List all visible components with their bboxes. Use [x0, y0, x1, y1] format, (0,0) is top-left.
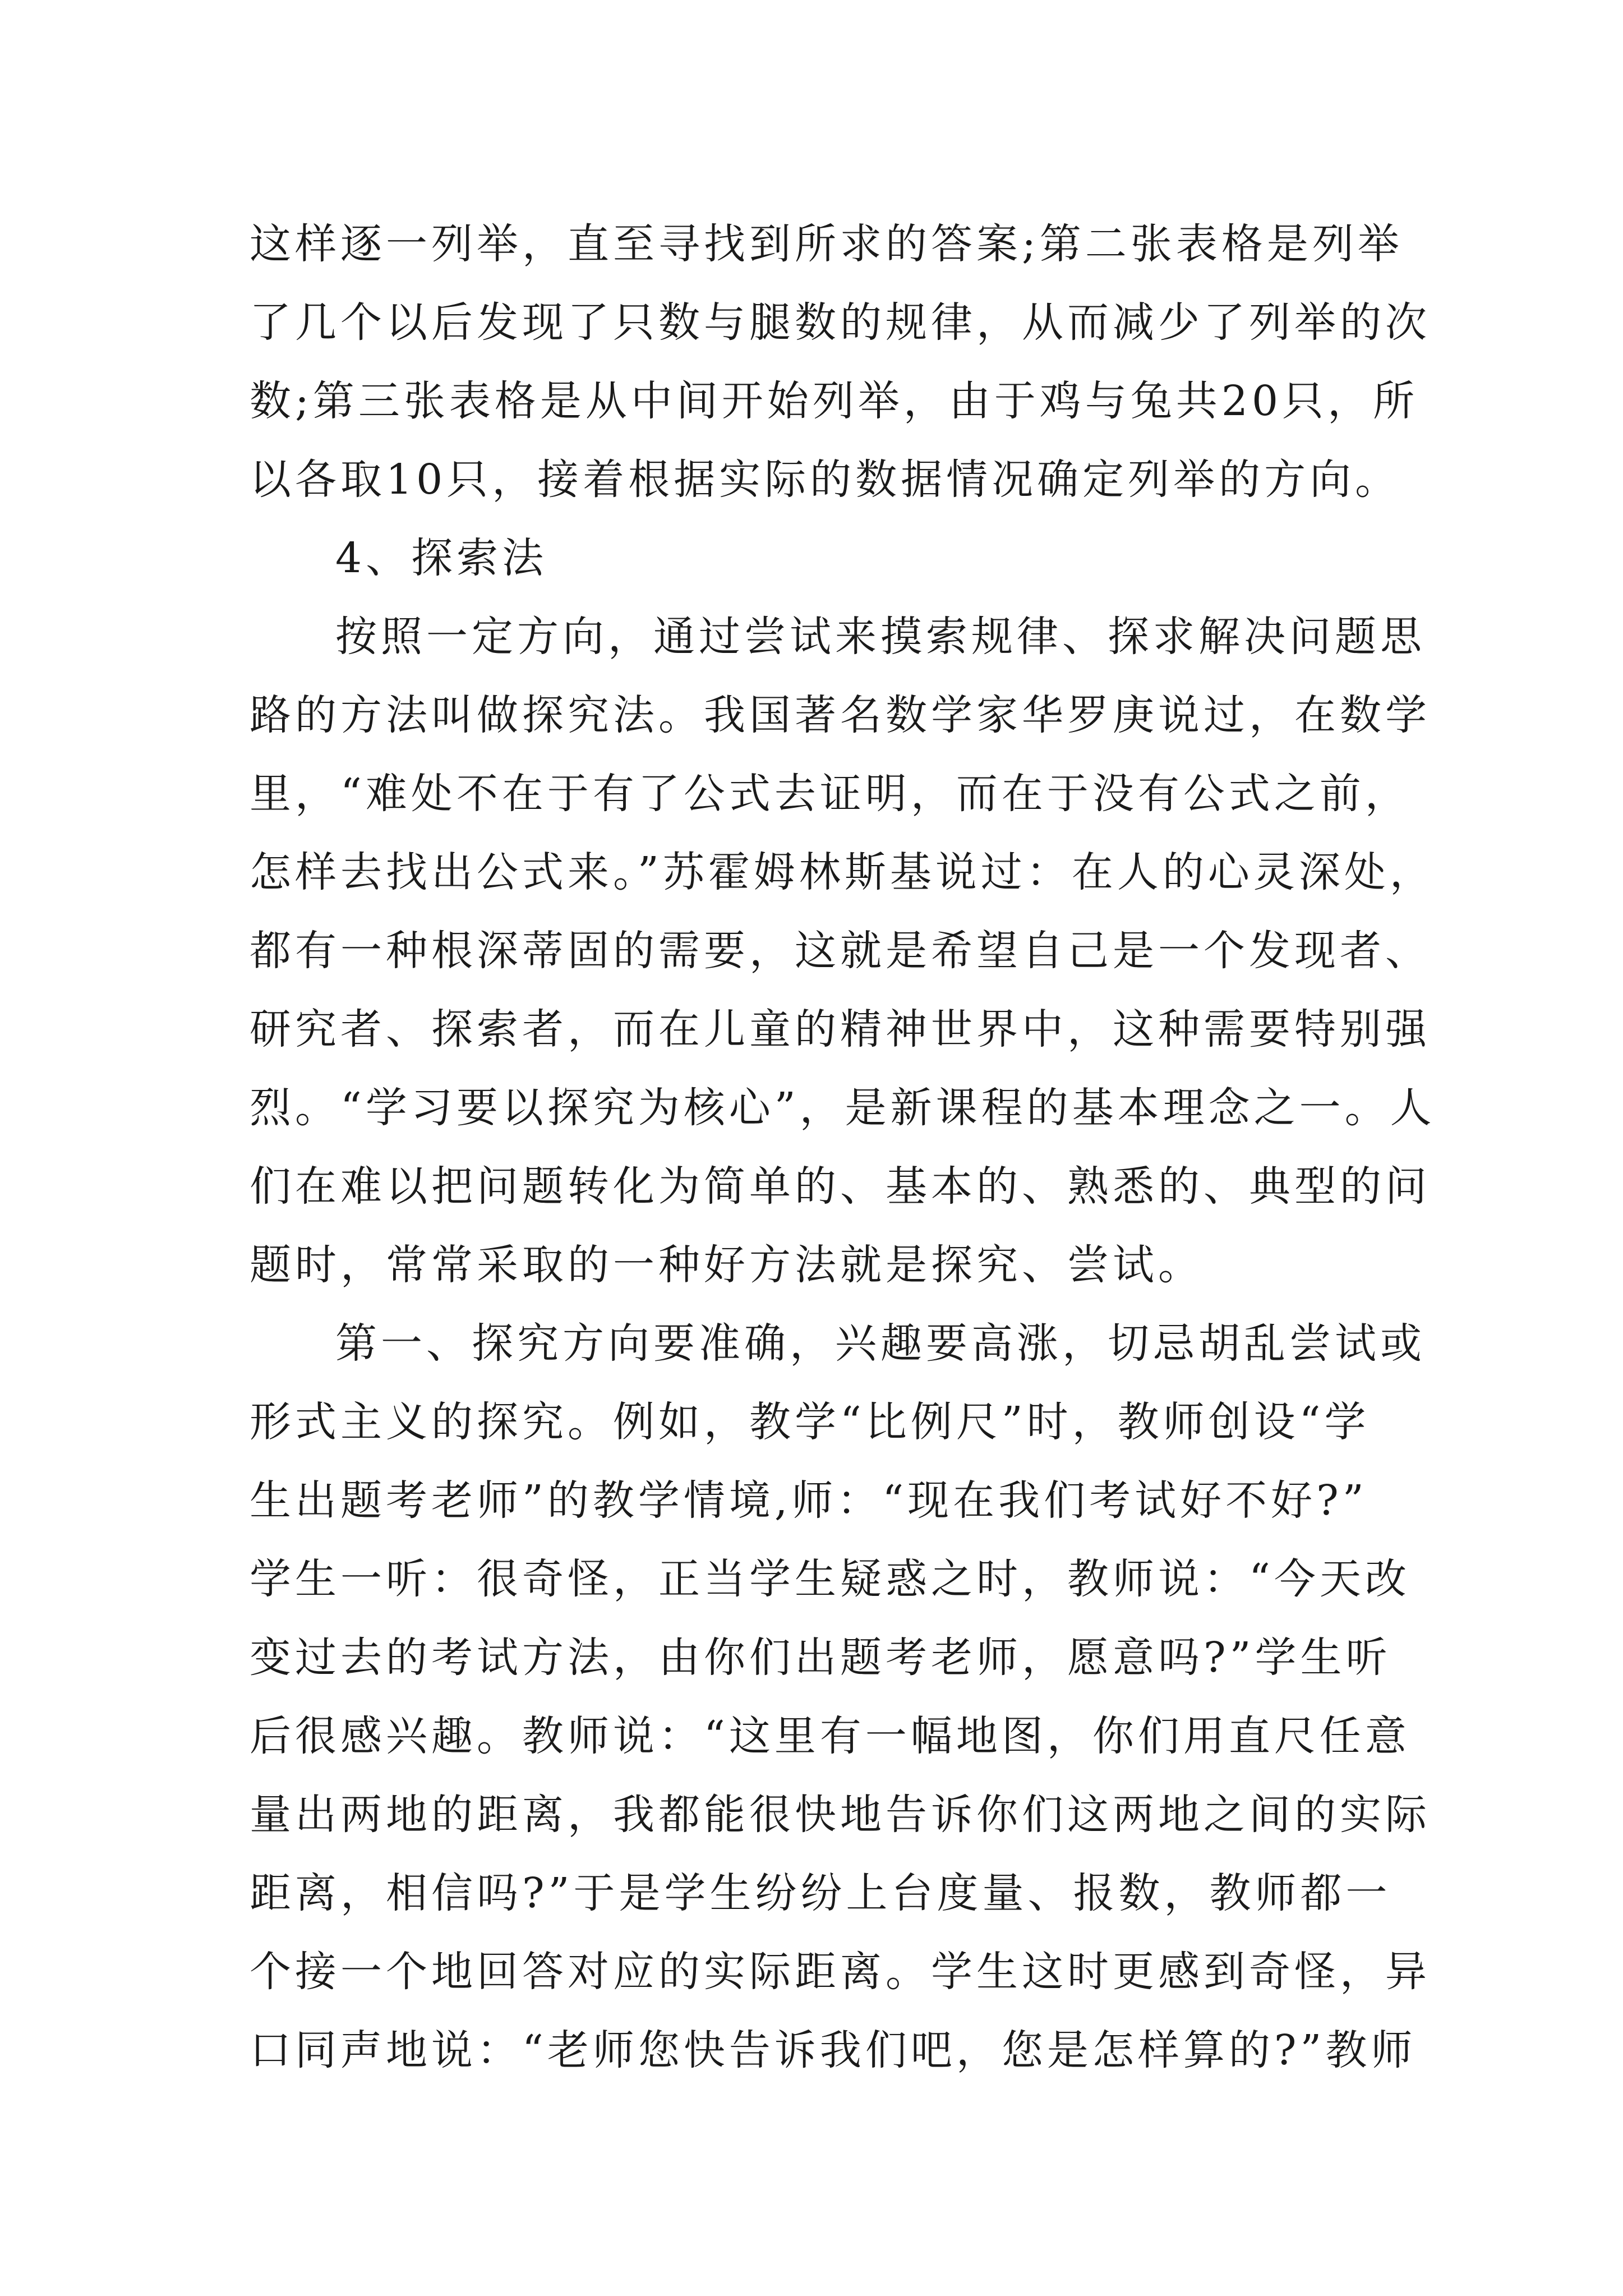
text-line-12: 烈。“学习要以探究为核心”，是新课程的基本理念之一。人	[250, 1084, 1436, 1132]
text-line-1: 这样逐一列举，直至寻找到所求的答案;第二张表格是列举	[250, 220, 1403, 268]
text-line-23: 个接一个地回答对应的实际距离。学生这时更感到奇怪，异	[250, 1948, 1431, 1996]
text-line-6: 按照一定方向，通过尝试来摸索规律、探求解决问题思	[335, 613, 1426, 661]
text-line-15: 第一、探究方向要准确，兴趣要高涨，切忌胡乱尝试或	[335, 1319, 1426, 1368]
text-line-22: 距离，相信吗?”于是学生纷纷上台度量、报数，教师都一	[250, 1869, 1391, 1917]
text-line-10: 都有一种根深蒂固的需要，这就是希望自己是一个发现者、	[250, 927, 1431, 975]
text-line-3: 数;第三张表格是从中间开始列举，由于鸡与兔共20只，所	[250, 377, 1419, 425]
text-line-11: 研究者、探索者，而在儿童的精神世界中，这种需要特别强	[250, 1005, 1431, 1053]
text-line-18: 学生一听：很奇怪，正当学生疑惑之时，教师说：“今天改	[250, 1555, 1410, 1603]
text-line-20: 后很感兴趣。教师说：“这里有一幅地图，你们用直尺任意	[250, 1712, 1410, 1760]
section-heading: 4、探索法	[335, 534, 548, 582]
text-line-19: 变过去的考试方法，由你们出题考老师，愿意吗?”学生听	[250, 1634, 1391, 1682]
text-line-8: 里，“难处不在于有了公式去证明，而在于没有公式之前，	[250, 770, 1410, 818]
text-line-13: 们在难以把问题转化为简单的、基本的、熟悉的、典型的问	[250, 1162, 1431, 1211]
text-line-2: 了几个以后发现了只数与腿数的规律，从而减少了列举的次	[250, 298, 1431, 347]
text-line-9: 怎样去找出公式来。”苏霍姆林斯基说过：在人的心灵深处，	[250, 848, 1435, 896]
text-line-14: 题时，常常采取的一种好方法就是探究、尝试。	[250, 1241, 1204, 1289]
text-line-4: 以各取10只，接着根据实际的数据情况确定列举的方向。	[250, 455, 1401, 504]
text-line-24: 口同声地说：“老师您快告诉我们吧，您是怎样算的?”教师	[250, 2026, 1417, 2074]
text-line-16: 形式主义的探究。例如，教学“比例尺”时，教师创设“学	[250, 1398, 1370, 1446]
text-line-17: 生出题考老师”的教学情境,师：“现在我们考试好不好?”	[250, 1476, 1368, 1525]
text-line-21: 量出两地的距离，我都能很快地告诉你们这两地之间的实际	[250, 1791, 1431, 1839]
text-line-7: 路的方法叫做探究法。我国著名数学家华罗庚说过，在数学	[250, 691, 1431, 739]
